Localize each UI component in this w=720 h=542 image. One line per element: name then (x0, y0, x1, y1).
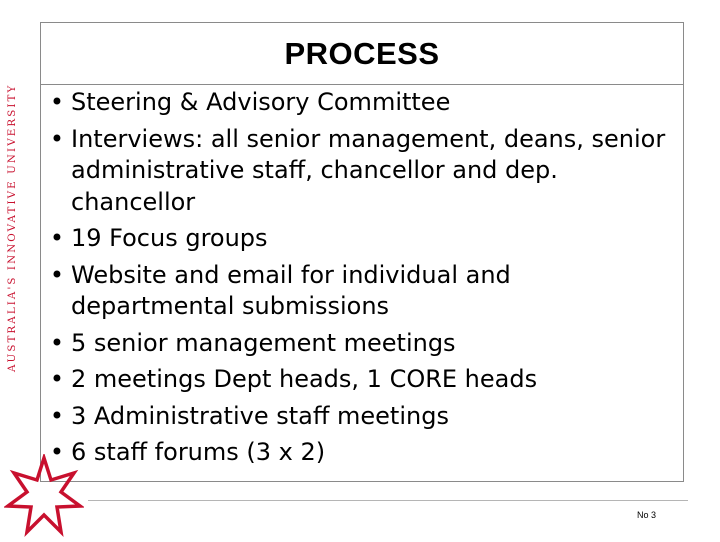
bullet-dot: • (49, 224, 65, 252)
bullet-list (49, 87, 679, 474)
bullet-text: 2 meetings Dept heads, 1 CORE heads (71, 365, 538, 393)
title-bar (41, 23, 683, 85)
bullet-dot: • (49, 401, 65, 430)
bullet-text: 6 staff forums (3 x 2) (71, 438, 326, 466)
bullet-text: Steering & Advisory Committee (71, 88, 451, 116)
bullet-text: Interviews: all senior management, deans, senior administrative staff, chancellor and dep. chancellor (71, 124, 666, 216)
bullet-text: Website and email for individual and departmental submissions (71, 260, 511, 320)
bullet-dot: • (49, 438, 65, 466)
star-logo-icon (4, 454, 84, 538)
bullet-dot: • (49, 124, 65, 153)
side-branding-strip (0, 0, 30, 480)
list-item (49, 260, 679, 323)
page-number: No 3 (637, 510, 657, 520)
list-item (49, 364, 679, 396)
list-item (49, 437, 679, 469)
bullet-text: 19 Focus groups (71, 224, 268, 252)
slide-frame (40, 22, 684, 482)
list-item (49, 401, 679, 433)
list-item (49, 87, 679, 119)
list-item (49, 328, 679, 360)
list-item (49, 223, 679, 255)
list-item (49, 124, 679, 219)
bullet-dot: • (49, 88, 65, 116)
footer-divider (88, 500, 688, 501)
bullet-dot: • (49, 260, 65, 289)
page-title: PROCESS (284, 35, 440, 71)
bullet-dot: • (49, 328, 65, 357)
bullet-text: 5 senior management meetings (71, 328, 456, 357)
bullet-text: 3 Administrative staff meetings (71, 401, 449, 430)
bullet-dot: • (49, 365, 65, 393)
side-branding-text: AUSTRALIA'S INNOVATIVE UNIVERSITY (6, 83, 18, 372)
